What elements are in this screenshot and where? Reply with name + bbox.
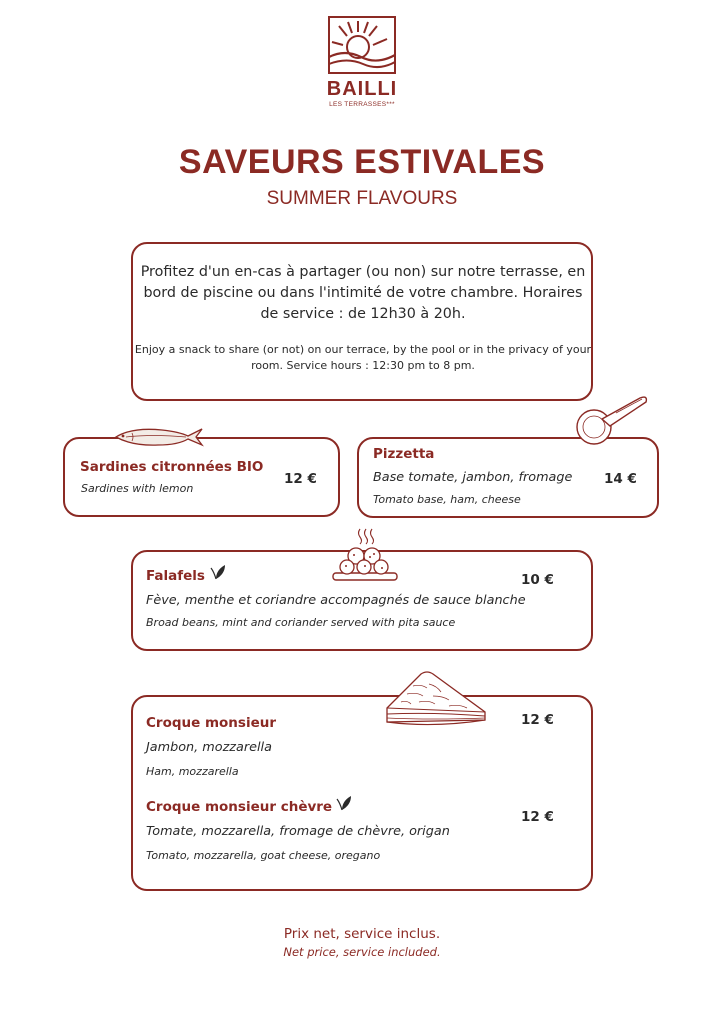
footer-note-en: Net price, service included. bbox=[283, 945, 441, 959]
page-title: SAVEURS ESTIVALES bbox=[178, 143, 546, 181]
pizzetta-desc-en: Tomato base, ham, cheese bbox=[373, 493, 521, 506]
falafels-desc-en: Broad beans, mint and coriander served with pita sauce bbox=[146, 616, 456, 629]
footer-note-fr: Prix net, service inclus. bbox=[283, 926, 441, 942]
falafels-desc-fr: Fève, menthe et coriandre accompagnés de sauce blanche bbox=[146, 593, 526, 608]
croque-name: Croque monsieur bbox=[146, 715, 277, 731]
croque-price: 12 € bbox=[521, 712, 554, 728]
sandwich-icon bbox=[383, 668, 491, 732]
falafels-price: 10 € bbox=[521, 572, 554, 588]
falafels-name: Falafels bbox=[146, 568, 205, 584]
intro-text-en: Enjoy a snack to share (or not) on our terrace, by the pool or in the privacy of your room. Service hours : 12:30 pm to 8 pm. bbox=[134, 343, 592, 372]
croque-chevre-desc-fr: Tomate, mozzarella, fromage de chèvre, origan bbox=[146, 824, 450, 839]
croque-desc-en: Ham, mozzarella bbox=[146, 765, 239, 778]
sardines-name: Sardines citronnées BIO bbox=[80, 459, 264, 475]
pizzetta-desc-fr: Base tomate, jambon, fromage bbox=[373, 470, 573, 485]
sardines-desc-en: Sardines with lemon bbox=[81, 482, 194, 495]
fish-icon bbox=[112, 425, 204, 449]
croque-chevre-price: 12 € bbox=[521, 809, 554, 825]
pizza-cutter-icon bbox=[572, 394, 652, 446]
brand-subtitle: LES TERRASSES*** bbox=[329, 101, 395, 108]
intro-text-fr: Profitez d'un en-cas à partager (ou non) sur notre terrasse, en bord de piscine ou dans l'intimité de votre chambre. Horaires de service : de 12h30 à 20h. bbox=[140, 264, 586, 322]
bailli-logo-icon bbox=[327, 15, 397, 75]
pizzetta-name: Pizzetta bbox=[373, 446, 435, 462]
page-subtitle: SUMMER FLAVOURS bbox=[266, 188, 458, 209]
sardines-price: 12 € bbox=[284, 471, 317, 487]
vegetarian-leaf-icon bbox=[209, 563, 227, 581]
vegetarian-leaf-icon bbox=[335, 794, 353, 812]
falafel-plate-icon bbox=[330, 526, 400, 584]
croque-chevre-desc-en: Tomato, mozzarella, goat cheese, oregano bbox=[146, 849, 381, 862]
croque-desc-fr: Jambon, mozzarella bbox=[146, 740, 272, 755]
brand-name: BAILLI bbox=[326, 78, 398, 100]
croque-chevre-name: Croque monsieur chèvre bbox=[146, 799, 333, 815]
pizzetta-price: 14 € bbox=[604, 471, 637, 487]
